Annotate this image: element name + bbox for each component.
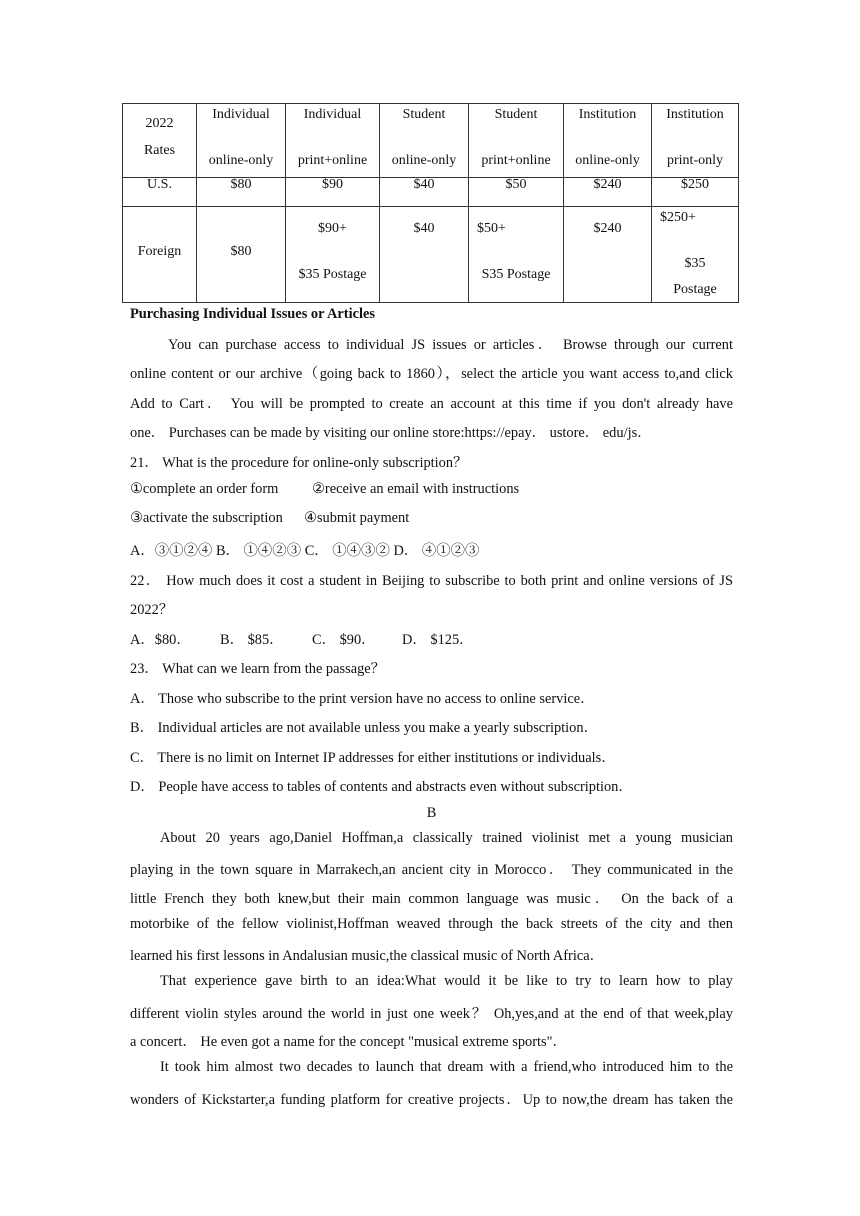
table-cell (380, 207, 469, 303)
header-top: Individual (303, 107, 362, 122)
table-cell: $40 (380, 178, 469, 207)
section-title: Purchasing Individual Issues or Articles (130, 306, 375, 322)
cell-value: $250+ (660, 210, 696, 225)
table-cell: $50 (469, 178, 564, 207)
q22-choice-c: C． $90． (312, 632, 376, 648)
passage-heading: B (426, 805, 437, 821)
cell-note: $35 (684, 256, 706, 271)
cell-note: $35 Postage (298, 267, 367, 282)
table-row-foreign (123, 207, 739, 303)
q21-choices: A．③①②④ B． ①④②③ C． ①④③② D． ④①②③ (130, 543, 480, 559)
table-cell: $80 (197, 178, 286, 207)
paragraph-line: wonders of Kickstarter,a funding platform for creative projects．Up to now,the dream has taken the (130, 1092, 733, 1108)
cell-value: $40 (413, 221, 435, 236)
q22-choice-d: D． $125． (402, 632, 474, 648)
q21-option-2: ②receive an email with instructions (312, 481, 520, 497)
table-cell: $250 (652, 178, 739, 207)
paragraph-line: little French they both knew,but their main common language was music． On the back of a (130, 891, 733, 907)
paragraph-line: Add to Cart． You will be prompted to create an account at this time if you don't already have (130, 396, 733, 412)
q21-option-1: ①complete an order form (130, 481, 279, 497)
question-21-stem: 21． What is the procedure for online-only subscription？ (130, 455, 468, 471)
header-cell (197, 104, 286, 178)
question-22-stem-cont: 2022？ (130, 602, 174, 618)
table-cell (469, 207, 564, 303)
q22-choice-a: A．$80． (130, 632, 191, 648)
header-bottom: print+online (297, 153, 368, 168)
paragraph-line: playing in the town square in Marrakech,an ancient city in Morocco． They communicated in the (130, 862, 733, 878)
row-label: U.S. (123, 178, 197, 207)
table-cell: $90 (286, 178, 380, 207)
header-top: Institution (666, 107, 724, 122)
table-header-row (123, 104, 739, 178)
table-cell (197, 207, 286, 303)
table-cell (564, 207, 652, 303)
header-bottom: online-only (575, 153, 640, 168)
rates-year-label: 2022 (145, 116, 174, 131)
table-row-us (123, 178, 739, 207)
table-cell (123, 207, 197, 303)
rates-label: Rates (143, 143, 176, 158)
header-bottom: print-only (667, 153, 723, 168)
header-bottom: online-only (208, 153, 274, 168)
row-label: Foreign (137, 244, 182, 259)
rates-table (122, 103, 739, 303)
question-22-stem: 22． How much does it cost a student in Beijing to subscribe to both print and online versions of JS (130, 573, 733, 589)
paragraph-line: different violin styles around the world in just one week？ Oh,yes,and at the end of that week,play (130, 1006, 733, 1022)
cell-value: $50+ (477, 221, 506, 236)
paragraph-line: You can purchase access to individual JS issues or articles． Browse through our current (168, 337, 733, 353)
header-cell (380, 104, 469, 178)
table-cell: $240 (564, 178, 652, 207)
paragraph-line: It took him almost two decades to launch that dream with a friend,who introduced him to the (160, 1059, 733, 1075)
table-cell (286, 207, 380, 303)
paragraph-line: a concert． He even got a name for the concept "musical extreme sports"． (130, 1034, 567, 1050)
q23-choice-c: C． There is no limit on Internet IP addresses for either institutions or individuals． (130, 750, 616, 766)
cell-value: $80 (230, 244, 252, 259)
header-cell (469, 104, 564, 178)
question-23-stem: 23． What can we learn from the passage？ (130, 661, 386, 677)
header-bottom: online-only (391, 153, 457, 168)
header-cell (286, 104, 380, 178)
table-cell (652, 207, 739, 303)
q23-choice-d: D． People have access to tables of contents and abstracts even without subscription． (130, 779, 633, 795)
rates-header-cell (123, 104, 197, 178)
cell-note: S35 Postage (481, 267, 551, 282)
header-bottom: print+online (481, 153, 551, 168)
paragraph-line: learned his first lessons in Andalusian music,the classical music of North Africa． (130, 948, 604, 964)
header-cell (652, 104, 739, 178)
header-top: Student (494, 107, 538, 122)
paragraph-line: motorbike of the fellow violinist,Hoffman weaved through the back streets of the city and then (130, 916, 733, 932)
paragraph-line: online content or our archive（going back to 1860），select the article you want access to,and click (130, 366, 733, 382)
header-top: Student (402, 107, 446, 122)
cell-value: $240 (593, 221, 622, 236)
cell-value: $90+ (318, 221, 347, 236)
q22-choice-b: B． $85． (220, 632, 284, 648)
header-top: Individual (212, 107, 270, 122)
header-cell (564, 104, 652, 178)
paragraph-line: About 20 years ago,Daniel Hoffman,a classically trained violinist met a young musician (160, 830, 733, 846)
q23-choice-b: B． Individual articles are not available unless you make a yearly subscription． (130, 720, 598, 736)
header-top: Institution (578, 107, 637, 122)
paragraph-line: That experience gave birth to an idea:What would it be like to try to learn how to play (160, 973, 733, 989)
cell-note: Postage (673, 282, 717, 297)
q21-option-3: ③activate the subscription (130, 510, 283, 526)
q23-choice-a: A． Those who subscribe to the print version have no access to online service． (130, 691, 595, 707)
q21-option-4: ④submit payment (304, 510, 410, 526)
paragraph-line: one． Purchases can be made by visiting our online store:https://epay． ustore． edu/js． (130, 425, 652, 441)
